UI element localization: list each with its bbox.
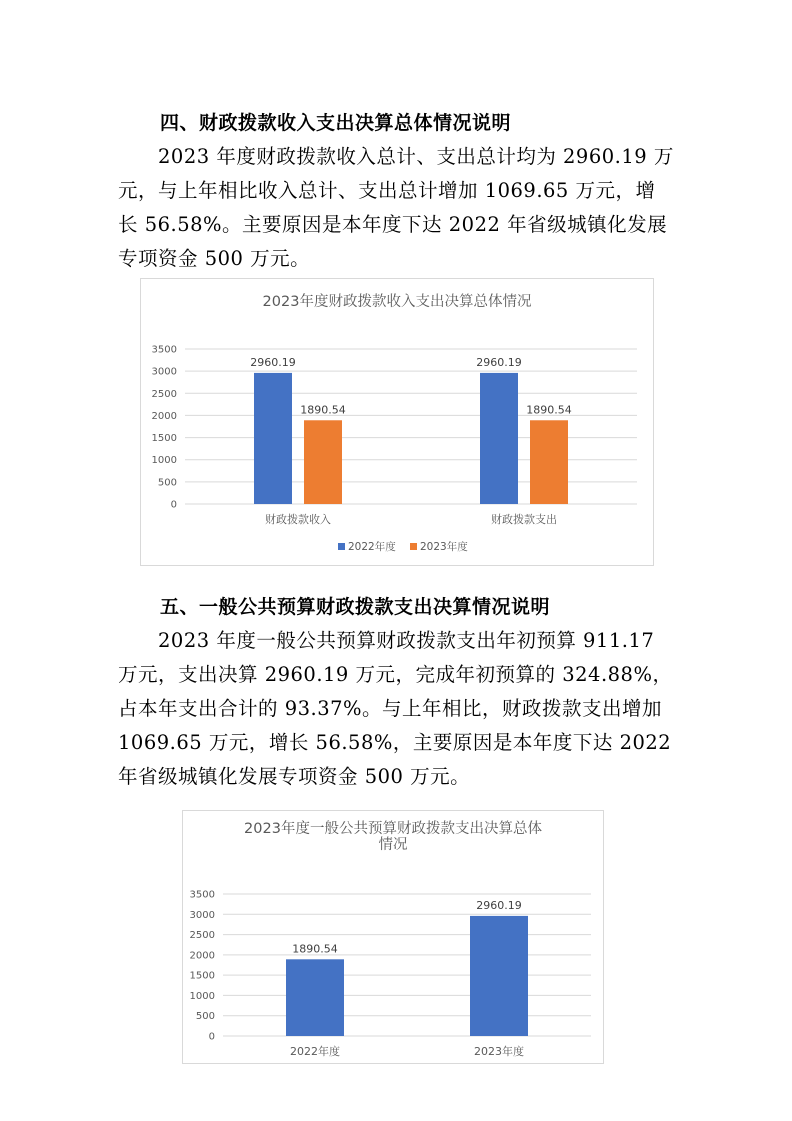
legend-label: 2022年度	[348, 541, 396, 553]
bar	[254, 373, 292, 504]
chart-income-expense-svg	[141, 279, 653, 565]
bar	[304, 420, 342, 504]
data-label: 1890.54	[526, 403, 572, 417]
data-label: 1890.54	[300, 403, 346, 417]
chart-general-budget	[182, 810, 604, 1064]
bar	[480, 373, 518, 504]
y-tick-label: 3500	[189, 889, 215, 901]
y-tick-label: 1000	[151, 455, 177, 467]
section4-line: 专项资金 500 万元。	[118, 247, 311, 270]
x-tick-label: 财政拨款支出	[491, 513, 557, 526]
y-tick-label: 0	[170, 499, 177, 511]
y-tick-label: 3000	[189, 909, 215, 921]
section4-paragraph	[118, 140, 678, 276]
bar	[530, 420, 568, 504]
section5-line: 占本年支出合计的 93.37%。与上年相比，财政拨款支出增加	[118, 697, 663, 720]
x-tick-label: 2022年度	[290, 1045, 340, 1058]
y-tick-label: 3000	[151, 366, 177, 378]
section5-paragraph	[118, 624, 678, 794]
bar	[286, 959, 344, 1036]
section5-line: 万元，支出决算 2960.19 万元，完成年初预算的 324.88%，	[118, 663, 673, 686]
section4-line: 元，与上年相比收入总计、支出总计增加 1069.65 万元，增	[118, 179, 656, 202]
y-tick-label: 1500	[189, 970, 215, 982]
chart-general-budget-svg	[183, 811, 603, 1063]
legend-swatch	[338, 543, 345, 550]
chart-title: 2023年度财政拨款收入支出决算总体情况	[262, 294, 532, 310]
data-label: 2960.19	[250, 355, 296, 369]
section4-line: 2023 年度财政拨款收入总计、支出总计均为 2960.19 万	[158, 145, 674, 168]
x-tick-label: 财政拨款收入	[265, 513, 331, 526]
chart-title: 2023年度一般公共预算财政拨款支出决算总体	[244, 821, 542, 837]
section5-line: 1069.65 万元，增长 56.58%，主要原因是本年度下达 2022	[118, 731, 672, 754]
data-label: 2960.19	[476, 355, 522, 369]
y-tick-label: 1000	[189, 990, 215, 1002]
section4-line: 长 56.58%。主要原因是本年度下达 2022 年省级城镇化发展	[118, 213, 668, 236]
data-label: 2960.19	[476, 898, 522, 912]
y-tick-label: 3500	[151, 344, 177, 356]
data-label: 1890.54	[292, 942, 338, 956]
y-tick-label: 500	[195, 1011, 215, 1023]
section5-heading: 五、一般公共预算财政拨款支出决算情况说明	[160, 596, 551, 618]
y-tick-label: 2000	[189, 950, 215, 962]
y-tick-label: 1500	[151, 433, 177, 445]
y-tick-label: 0	[208, 1031, 215, 1043]
chart-income-expense	[140, 278, 654, 566]
y-tick-label: 2500	[189, 930, 215, 942]
section4-heading: 四、财政拨款收入支出决算总体情况说明	[160, 112, 512, 134]
section5-line: 2023 年度一般公共预算财政拨款支出年初预算 911.17	[158, 629, 655, 652]
section5-line: 年省级城镇化发展专项资金 500 万元。	[118, 765, 471, 788]
legend-swatch	[410, 543, 417, 550]
bar	[470, 916, 528, 1036]
chart-title: 情况	[378, 837, 408, 853]
y-tick-label: 2000	[151, 410, 177, 422]
x-tick-label: 2023年度	[474, 1045, 524, 1058]
y-tick-label: 500	[157, 477, 177, 489]
y-tick-label: 2500	[151, 388, 177, 400]
legend-label: 2023年度	[420, 541, 468, 553]
